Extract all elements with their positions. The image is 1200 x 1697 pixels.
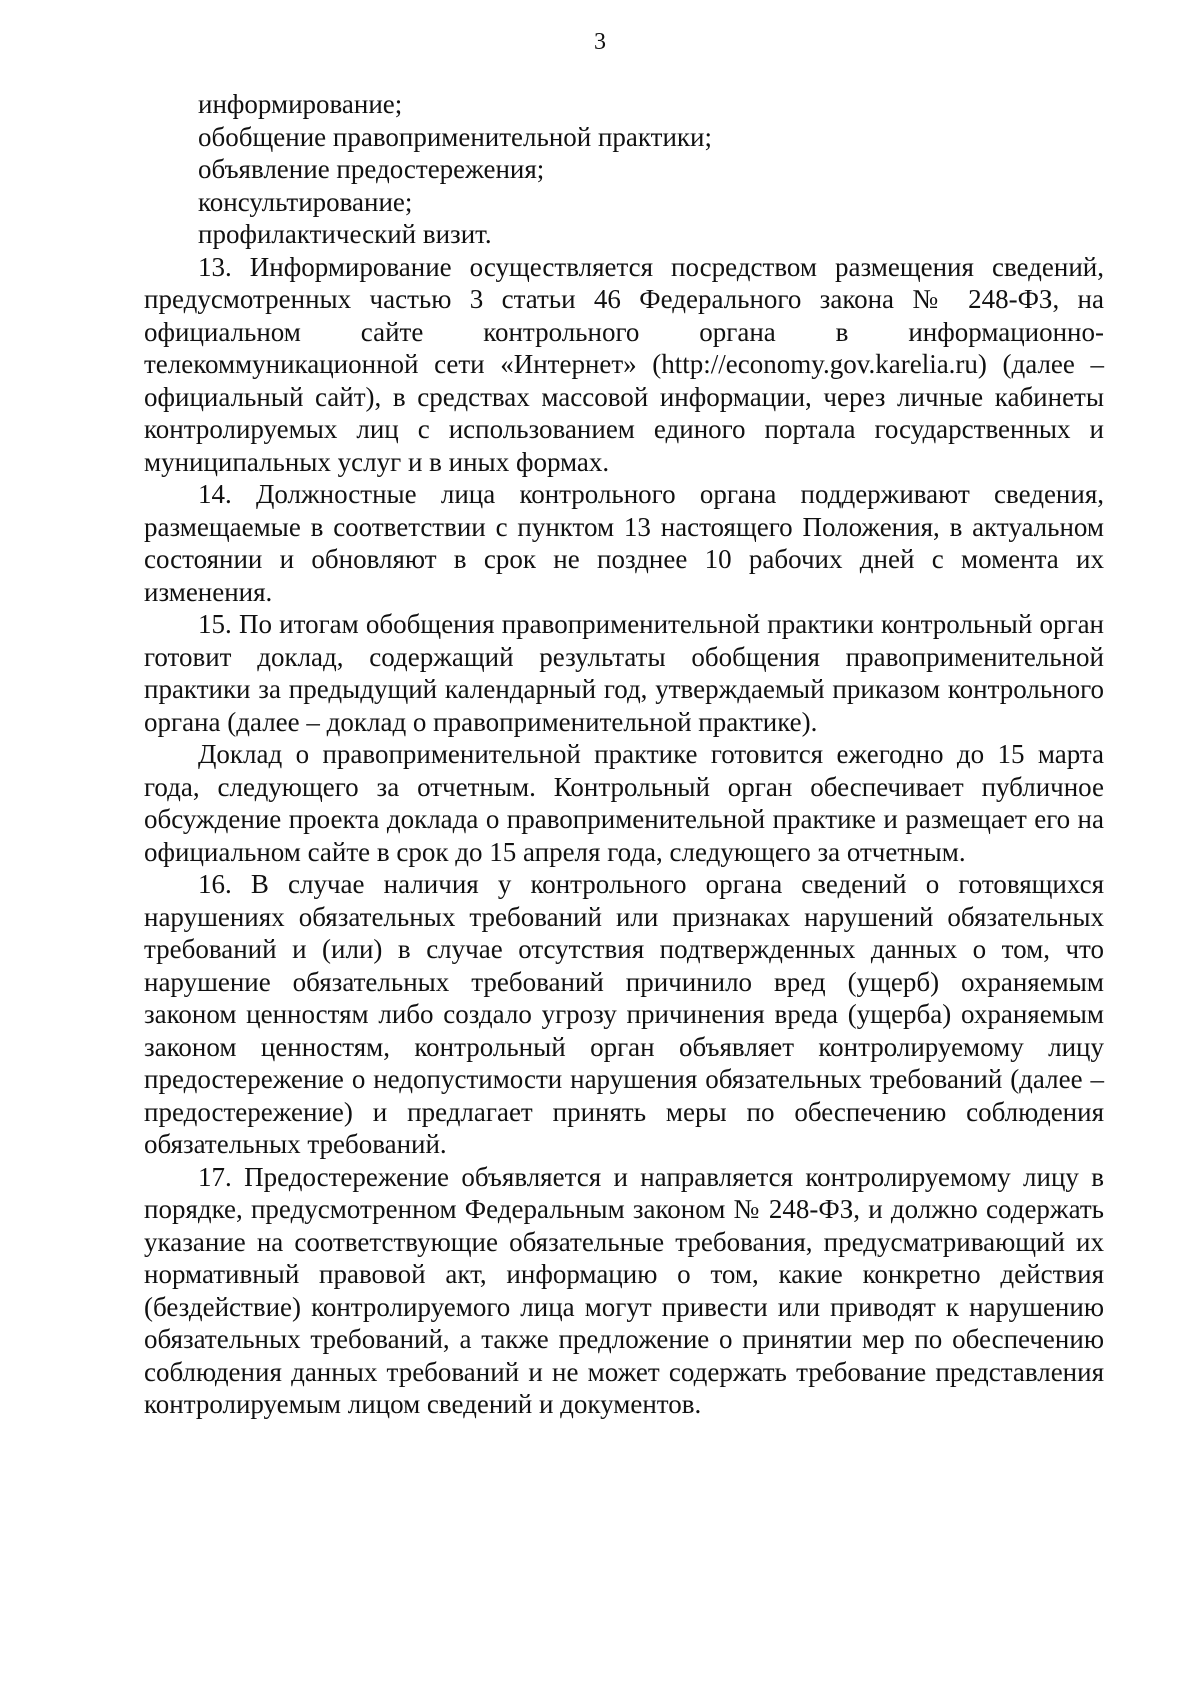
page-number: 3	[594, 29, 606, 55]
paragraph-15-report: Доклад о правоприменительной практике готовится ежегодно до 15 марта года, следующего за отчетным. Контрольный орган обеспечивает публичное обсуждение проекта доклада о правоприменительной практике и размещает его на официальном сайте в срок до 15 апреля года, следующего за отчетным.	[144, 739, 1104, 867]
paragraph-16: 16. В случае наличия у контрольного органа сведений о готовящихся нарушениях обязательных требований или признаках нарушений обязательных требований и (или) в случае отсутствия подтвержденных данных о том, что нарушение обязательных требований причинило вред (ущерб) охраняемым законом ценностям либо создало угрозу причинения вреда (ущерба) охраняемым законом ценностям, контрольный орган объявляет контролируемому лицу предостережение о недопустимости нарушения обязательных требований (далее – предостережение) и предлагает принять меры по обеспечению соблюдения обязательных требований.	[144, 869, 1104, 1159]
list-item-practice-generalization: обобщение правоприменительной практики;	[198, 121, 712, 152]
paragraph-17: 17. Предостережение объявляется и направляется контролируемому лицу в порядке, предусмотренном Федеральным законом № 248-ФЗ, и должно содержать указание на соответствующие обязательные требования, предусматривающий их нормативный правовой акт, информацию о том, какие конкретно действия (бездействие) контролируемого лица могут привести или приводят к нарушению обязательных требований, а также предложение о принятии мер по обеспечению соблюдения данных требований и не может содержать требование представления контролируемым лицом сведений и документов.	[144, 1161, 1104, 1419]
document-body	[144, 88, 1104, 1421]
paragraph-15: 15. По итогам обобщения правоприменительной практики контрольный орган готовит доклад, содержащий результаты обобщения правоприменительной практики за предыдущий календарный год, утверждаемый приказом контрольного органа (далее – доклад о правоприменительной практике).	[144, 609, 1104, 737]
list-item-preventive-visit: профилактический визит.	[198, 219, 492, 249]
list-item-informing: информирование;	[198, 89, 403, 119]
paragraph-13: 13. Информирование осуществляется посредством размещения сведений, предусмотренных частью 3 статьи 46 Федерального закона № 248-ФЗ, на официальном сайте контрольного органа в информационно-телекоммуникационной сети «Интернет» (http://economy.gov.karelia.ru) (далее – официальный сайт), в средствах массовой информации, через личные кабинеты контролируемых лиц с использованием единого портала государственных и муниципальных услуг и в иных формах.	[144, 251, 1104, 477]
list-item-consulting: консультирование;	[198, 186, 413, 217]
list-item-warning: объявление предостережения;	[198, 154, 545, 184]
paragraph-14: 14. Должностные лица контрольного органа поддерживают сведения, размещаемые в соответствии с пунктом 13 настоящего Положения, в актуальном состоянии и обновляют в срок не позднее 10 рабочих дней с момента их изменения.	[144, 479, 1104, 607]
